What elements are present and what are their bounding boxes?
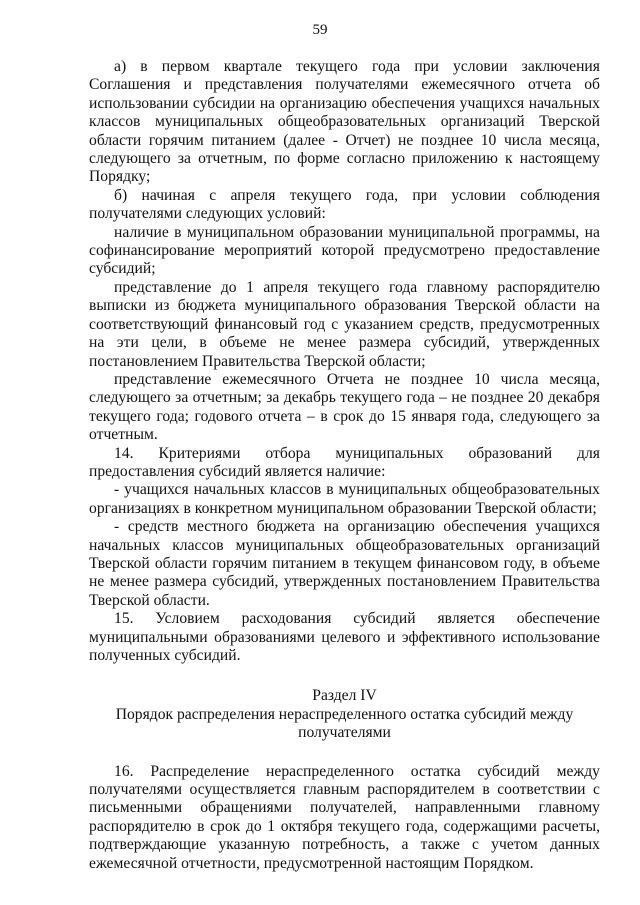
page-number: 59 [312,22,328,38]
paragraph-13b: б) начиная с апреля текущего года, при условии соблюдения получателями следующих условий: [89,186,600,223]
spacer [89,743,600,763]
section-label: Раздел IV [312,687,377,705]
paragraph-15: 15. Условием расходования субсидий является обеспечение муниципальными образованиями целевого и эффективного использование полученных субсидий. [89,610,600,664]
paragraph-14-criterion-1: - учащихся начальных классов в муниципальных общеобразовательных организациях в конкретном муниципальном образовании Тверской области; [89,481,600,517]
paragraph-16: 16. Распределение нераспределенного остатка субсидий между получателями осуществляется главным распорядителем в соответствии с письменными обращениями получателей, направленными главному распорядителю в срок до 1 октября текущего года, содержащими расчеты, подтверждающие указанную потребность, а также с учетом данных ежемесячной отчетности, предусмотренной настоящим Порядком. [89,762,600,872]
document-body [89,58,600,873]
section-heading: Порядок распределения нераспределенного остатка субсидий между получателями [115,705,574,742]
paragraph-14-criterion-2: - средств местного бюджета на организацию обеспечения учащихся начальных классов муниципальных общеобразовательных организаций Тверской области горячим питанием в текущем финансовом году, в объеме не менее размера субсидий, утвержденных постановлением Правительства Тверской области. [89,518,600,609]
paragraph-14: 14. Критериями отбора муниципальных образований для предоставления субсидий является наличие: [89,444,600,480]
paragraph-condition-report: представление ежемесячного Отчета не позднее 10 числа месяца, следующего за отчетным; за декабрь текущего года – не позднее 20 декабря текущего года; годового отчета – в срок до 15 января года, следующего за отчетным. [89,370,600,444]
paragraph-condition-budget-extract: представление до 1 апреля текущего года главному распорядителю выписки из бюджета муниципального образования Тверской области на соответствующий финансовый год с указанием средств, предусмотренных на эти цели, в объеме не менее размера субсидий, утвержденных постановлением Правительства Тверской области; [89,278,600,370]
paragraph-condition-program: наличие в муниципальном образовании муниципальной программы, на софинансирование мероприятий которой предусмотрено предоставление субсидий; [89,223,600,278]
paragraph-13a: а) в первом квартале текущего года при условии заключения Соглашения и представления получателями ежемесячного отчета об использовании субсидии на организацию обеспечения учащихся начальных классов муниципальных общеобразовательных организаций Тверской области горячим питанием (далее - Отчет) не позднее 10 числа месяца, следующего за отчетным, по форме согласно приложению к настоящему Порядку; [89,58,600,186]
